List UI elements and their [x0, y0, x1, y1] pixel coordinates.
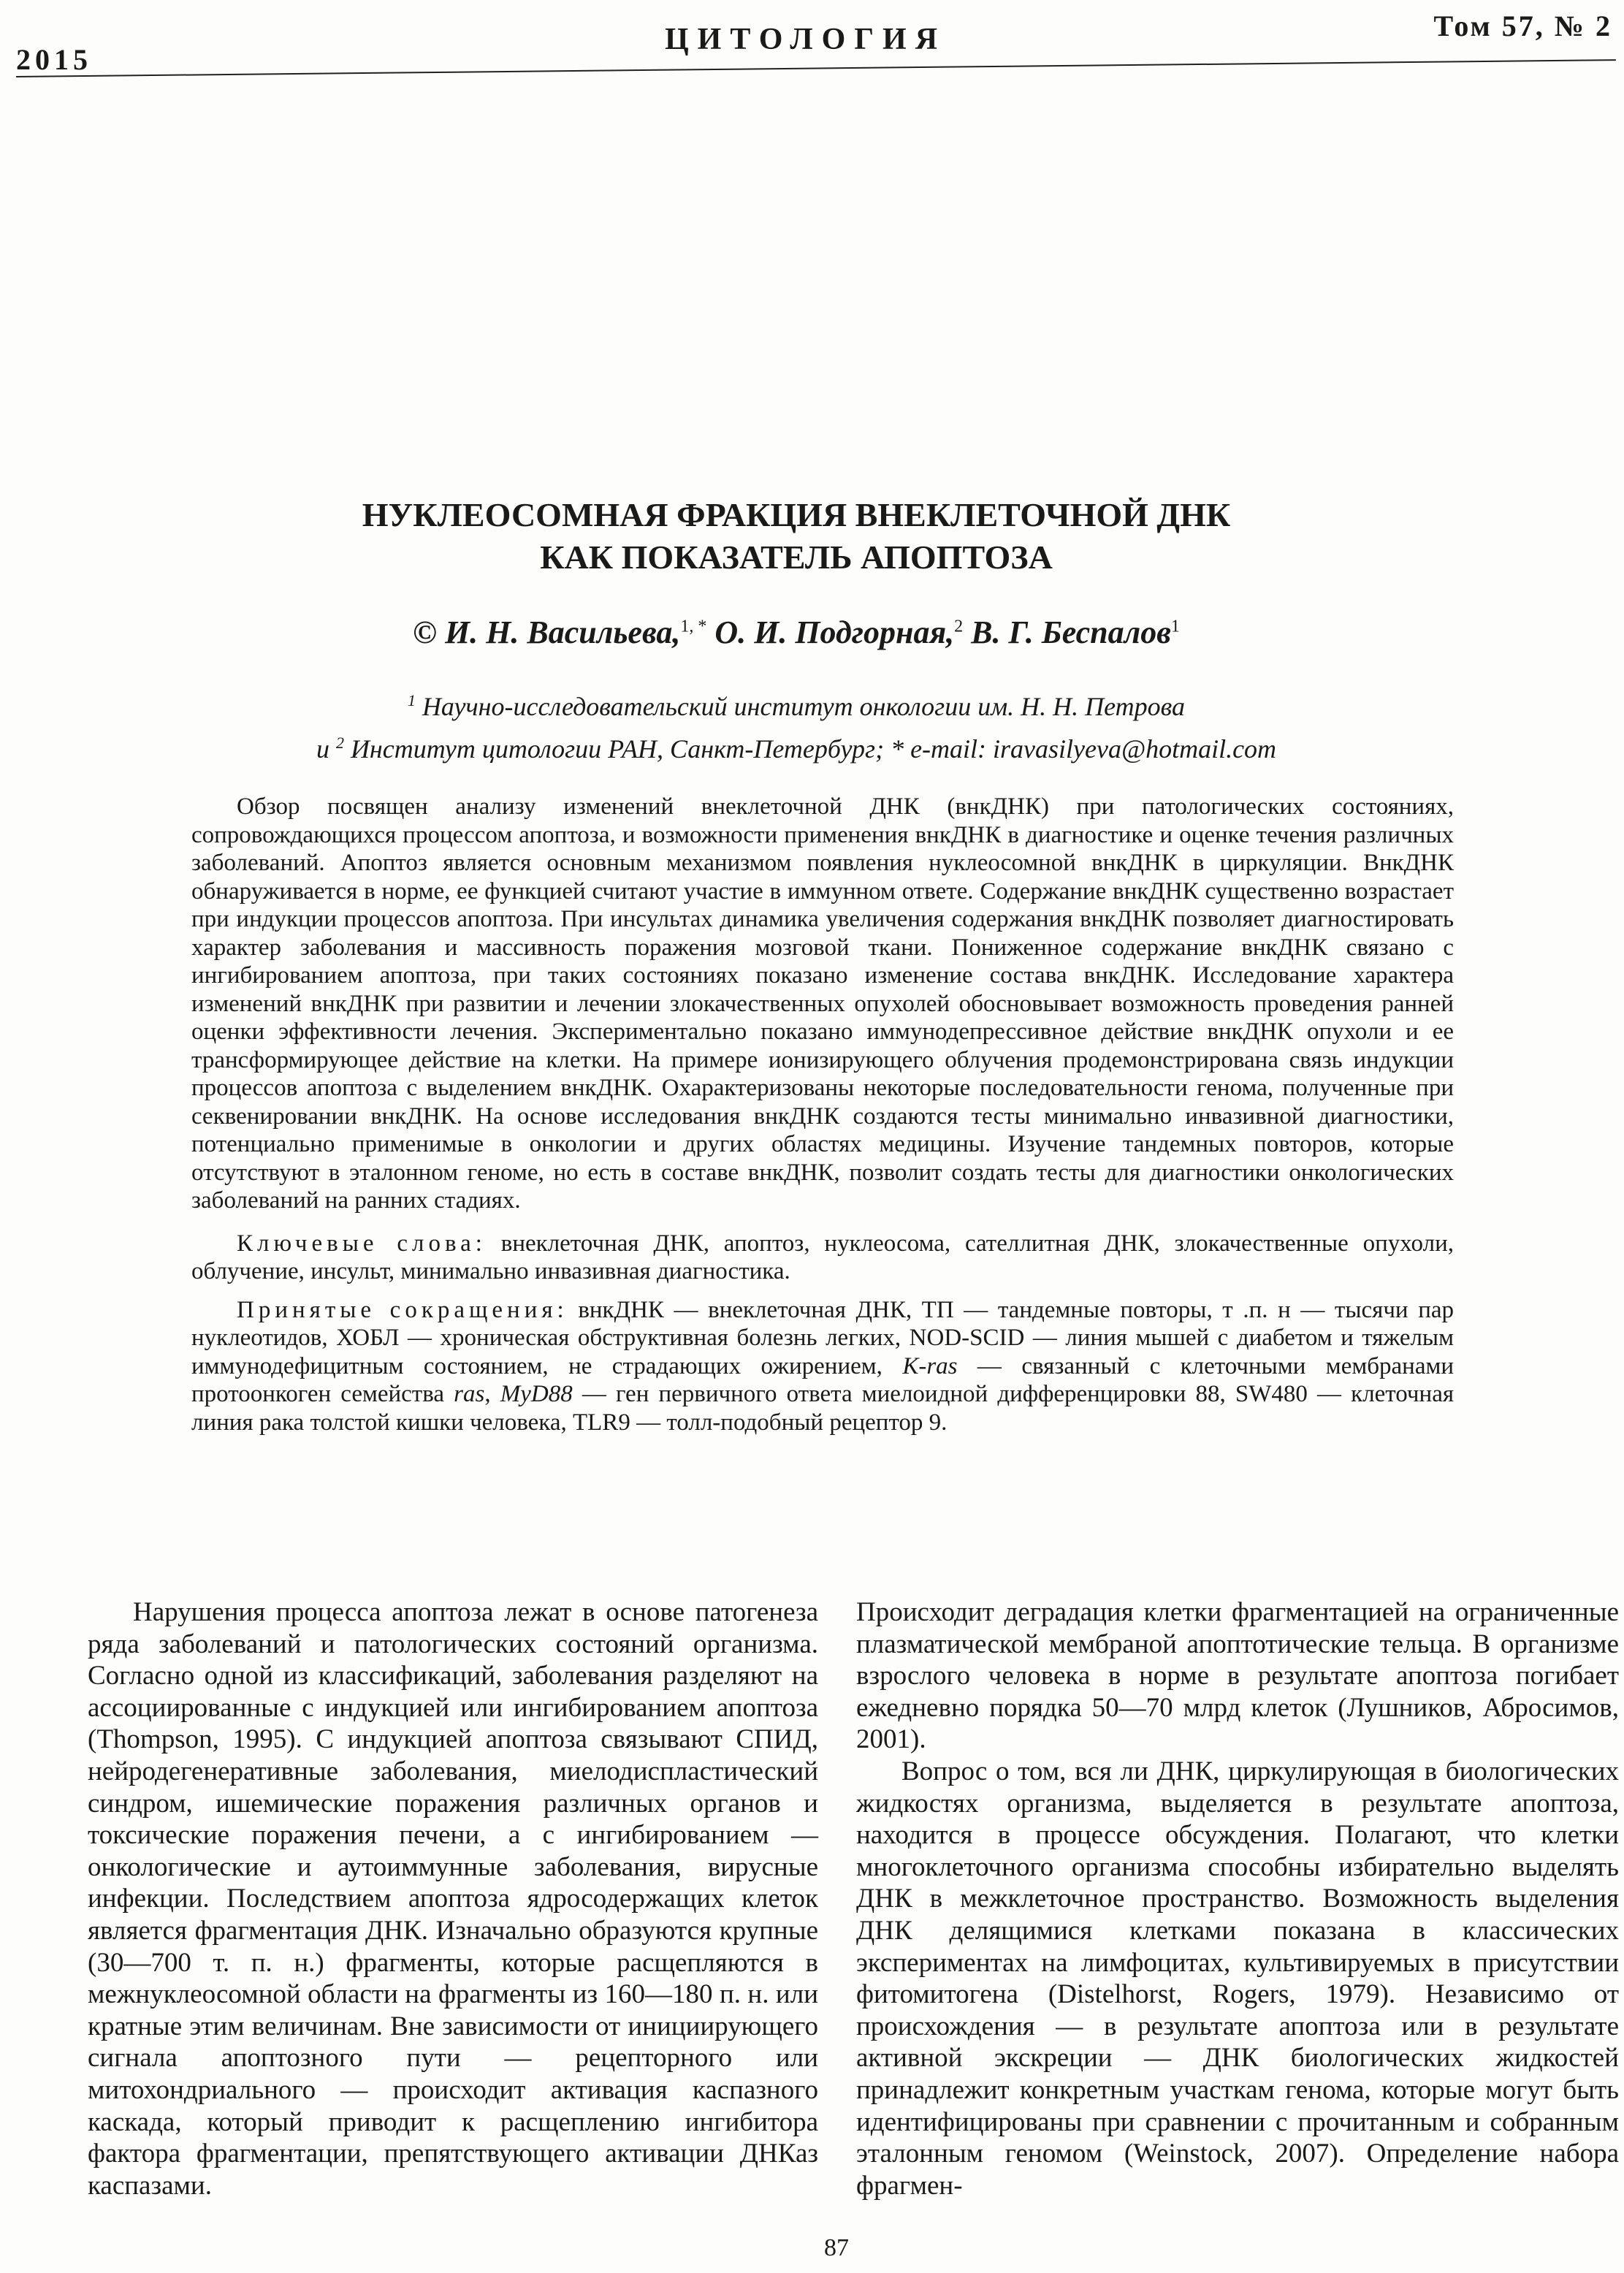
abbreviations-text-1: внкДНК — внеклеточная ДНК, ТП — тандемные повторы, т .п. н — тысячи пар нуклеотидов, ХОБЛ — хроническая обструктивная болезнь легких, NOD-SCID — линия мышей с диабетом и тяжелым иммунодефицитным состоянием, не страдающих ожирением, — [191, 1296, 1454, 1379]
author-2-sup: 2 — [954, 617, 964, 636]
header-rule — [16, 59, 1616, 77]
affiliation-1-text: Научно-исследовательский институт онкологии им. Н. Н. Петрова — [415, 692, 1186, 721]
right-paragraph-2: Вопрос о том, вся ли ДНК, циркулирующая в биологических жидкостях организма, выделяется в результате апоптоза, находится в процессе обсуждения. Полагают, что клетки многоклеточного организма способны избирательно выделять ДНК в межклеточное пространство. Возможность выделения ДНК делящимися клетками показана в классических экспериментах на лимфоцитах, культивируемых в присутствии фитомитогена (Distelhorst, Rogers, 1979). Независимо от происхождения — в результате апоптоза или в результате активной экскреции — ДНК биологических жидкостей принадлежит конкретным участкам генома, которые могут быть идентифицированы при сравнении с прочитанным и собранным эталонным геномом (Weinstock, 2007). Определение набора фрагмен- — [856, 1756, 1619, 2201]
header-year: 2015 — [16, 43, 92, 76]
header-volume: Том 57, № 2 — [1433, 9, 1612, 42]
affiliations — [219, 682, 1373, 767]
affiliation-1 — [219, 682, 1373, 725]
author-3-sup: 1 — [1170, 617, 1180, 636]
author-1-sup: 1, * — [680, 617, 707, 636]
keywords-label: Ключевые слова: — [237, 1230, 487, 1257]
title-line-1: НУКЛЕОСОМНАЯ ФРАКЦИЯ ВНЕКЛЕТОЧНОЙ ДНК — [362, 496, 1231, 533]
left-paragraph-1: Нарушения процесса апоптоза лежат в основе патогенеза ряда заболеваний и патологических состояний организма. Согласно одной из классификаций, заболевания разделяют на ассоциированные с индукцией или ингибированием апоптоза (Thompson, 1995). С индукцией апоптоза связывают СПИД, нейродегенеративные заболевания, миелодиспластический синдром, ишемические поражения различных органов и токсические поражения печени, а с ингибированием — онкологические и аутоиммунные заболевания, вирусные инфекции. Последствием апоптоза ядросодержащих клеток является фрагментация ДНК. Изначально образуются крупные (30—700 т. п. н.) фрагменты, которые расщепляются в межнуклеосомной области на фрагменты из 160—180 п. н. или кратные этим величинам. Вне зависимости от инициирующего сигнала апоптозного пути — рецепторного или митохондриального — происходит активация каспазного каскада, который приводит к расщеплению ингибитора фактора фрагментации, препятствующего активации ДНКаз каспазами. — [88, 1597, 818, 2201]
abbreviations-label: Принятые сокращения: — [237, 1296, 568, 1323]
affiliation-2-prefix: и — [316, 734, 336, 764]
keywords-text: внеклеточная ДНК, апоптоз, нуклеосома, сателлитная ДНК, злокачественные опухоли, облучение, инсульт, минимально инвазивная диагностика. — [191, 1230, 1454, 1284]
abbreviations-text-4: — ген первичного ответа миелоидной дифференцировки 88, SW480 — клеточная линия рака толстой кишки человека, TLR9 — толл-подобный рецептор 9. — [191, 1381, 1455, 1436]
authors — [219, 614, 1373, 651]
abstract-text: Обзор посвящен анализу изменений внеклеточной ДНК (внкДНК) при патологических состояниях, сопровождающихся процессом апоптоза, и возможности применения внкДНК в диагностике и оценке течения различных заболеваний. Апоптоз является основным механизмом появления нуклеосомной внкДНК в циркуляции. ВнкДНК обнаруживается в норме, ее функцией считают участие в иммунном ответе. Содержание внкДНК существенно возрастает при индукции процессов апоптоза. При инсультах динамика увеличения содержания внкДНК позволяет диагностировать характер заболевания и массивность поражения мозговой ткани. Пониженное содержание внкДНК связано с ингибированием апоптоза, при таких состояниях показано изменение состава внкДНК. Исследование характера изменений внкДНК при развитии и лечении злокачественных опухолей обосновывает возможность проведения ранней оценки эффективности лечения. Экспериментально показано иммунодепрессивное действие внкДНК опухоли и ее трансформирующее действие на клетки. На примере ионизирующего облучения продемонстрирована связь индукции процессов апоптоза с выделением внкДНК. Охарактеризованы некоторые последовательности генома, полученные при секвенировании внкДНК. На основе исследования внкДНК создаются тесты минимально инвазивной диагностики, потенциально применимые в онкологии и других областях медицины. Изучение тандемных повторов, которые отсутствуют в эталонном геноме, но есть в составе внкДНК, позволит создать тесты для диагностики онкологических заболеваний на ранних стадиях. — [191, 793, 1454, 1214]
abbr-myd88: MyD88 — [500, 1381, 573, 1407]
article-title — [219, 494, 1373, 579]
abbr-ras: ras — [454, 1381, 485, 1407]
body-left-column — [88, 1596, 818, 2201]
affiliation-2-sup: 2 — [335, 734, 344, 752]
page-number: 87 — [824, 2234, 849, 2261]
affiliation-2 — [219, 725, 1373, 767]
author-2: О. И. Подгорная, — [706, 614, 955, 650]
abbr-kras: K-ras — [902, 1352, 958, 1379]
author-1: © И. Н. Васильева, — [413, 614, 681, 650]
affiliation-2-text: Институт цитологии РАН, Санкт-Петербург; * e-mail: iravasilyeva@hotmail.com — [343, 734, 1277, 764]
right-paragraph-1: Происходит деградация клетки фрагментацией на ограниченные плазматической мембраной апоптотические тельца. В организме взрослого человека в норме в результате апоптоза погибает ежедневно порядка 50—70 млрд клеток (Лушников, Абросимов, 2001). — [856, 1597, 1619, 1755]
abstract-block — [191, 793, 1454, 1436]
abbreviations-text-2: — связанный с клеточными мембранами протоонкоген семейства — [191, 1352, 1455, 1407]
affiliation-1-sup: 1 — [407, 691, 416, 709]
abbreviations — [191, 1296, 1454, 1437]
header-journal-title: ЦИТОЛОГИЯ — [665, 23, 947, 56]
keywords — [191, 1230, 1454, 1286]
body-right-column — [856, 1596, 1619, 2201]
title-line-2: КАК ПОКАЗАТЕЛЬ АПОПТОЗА — [540, 538, 1053, 576]
author-3: В. Г. Беспалов — [963, 614, 1171, 650]
abbreviations-text-3: , — [484, 1381, 500, 1407]
